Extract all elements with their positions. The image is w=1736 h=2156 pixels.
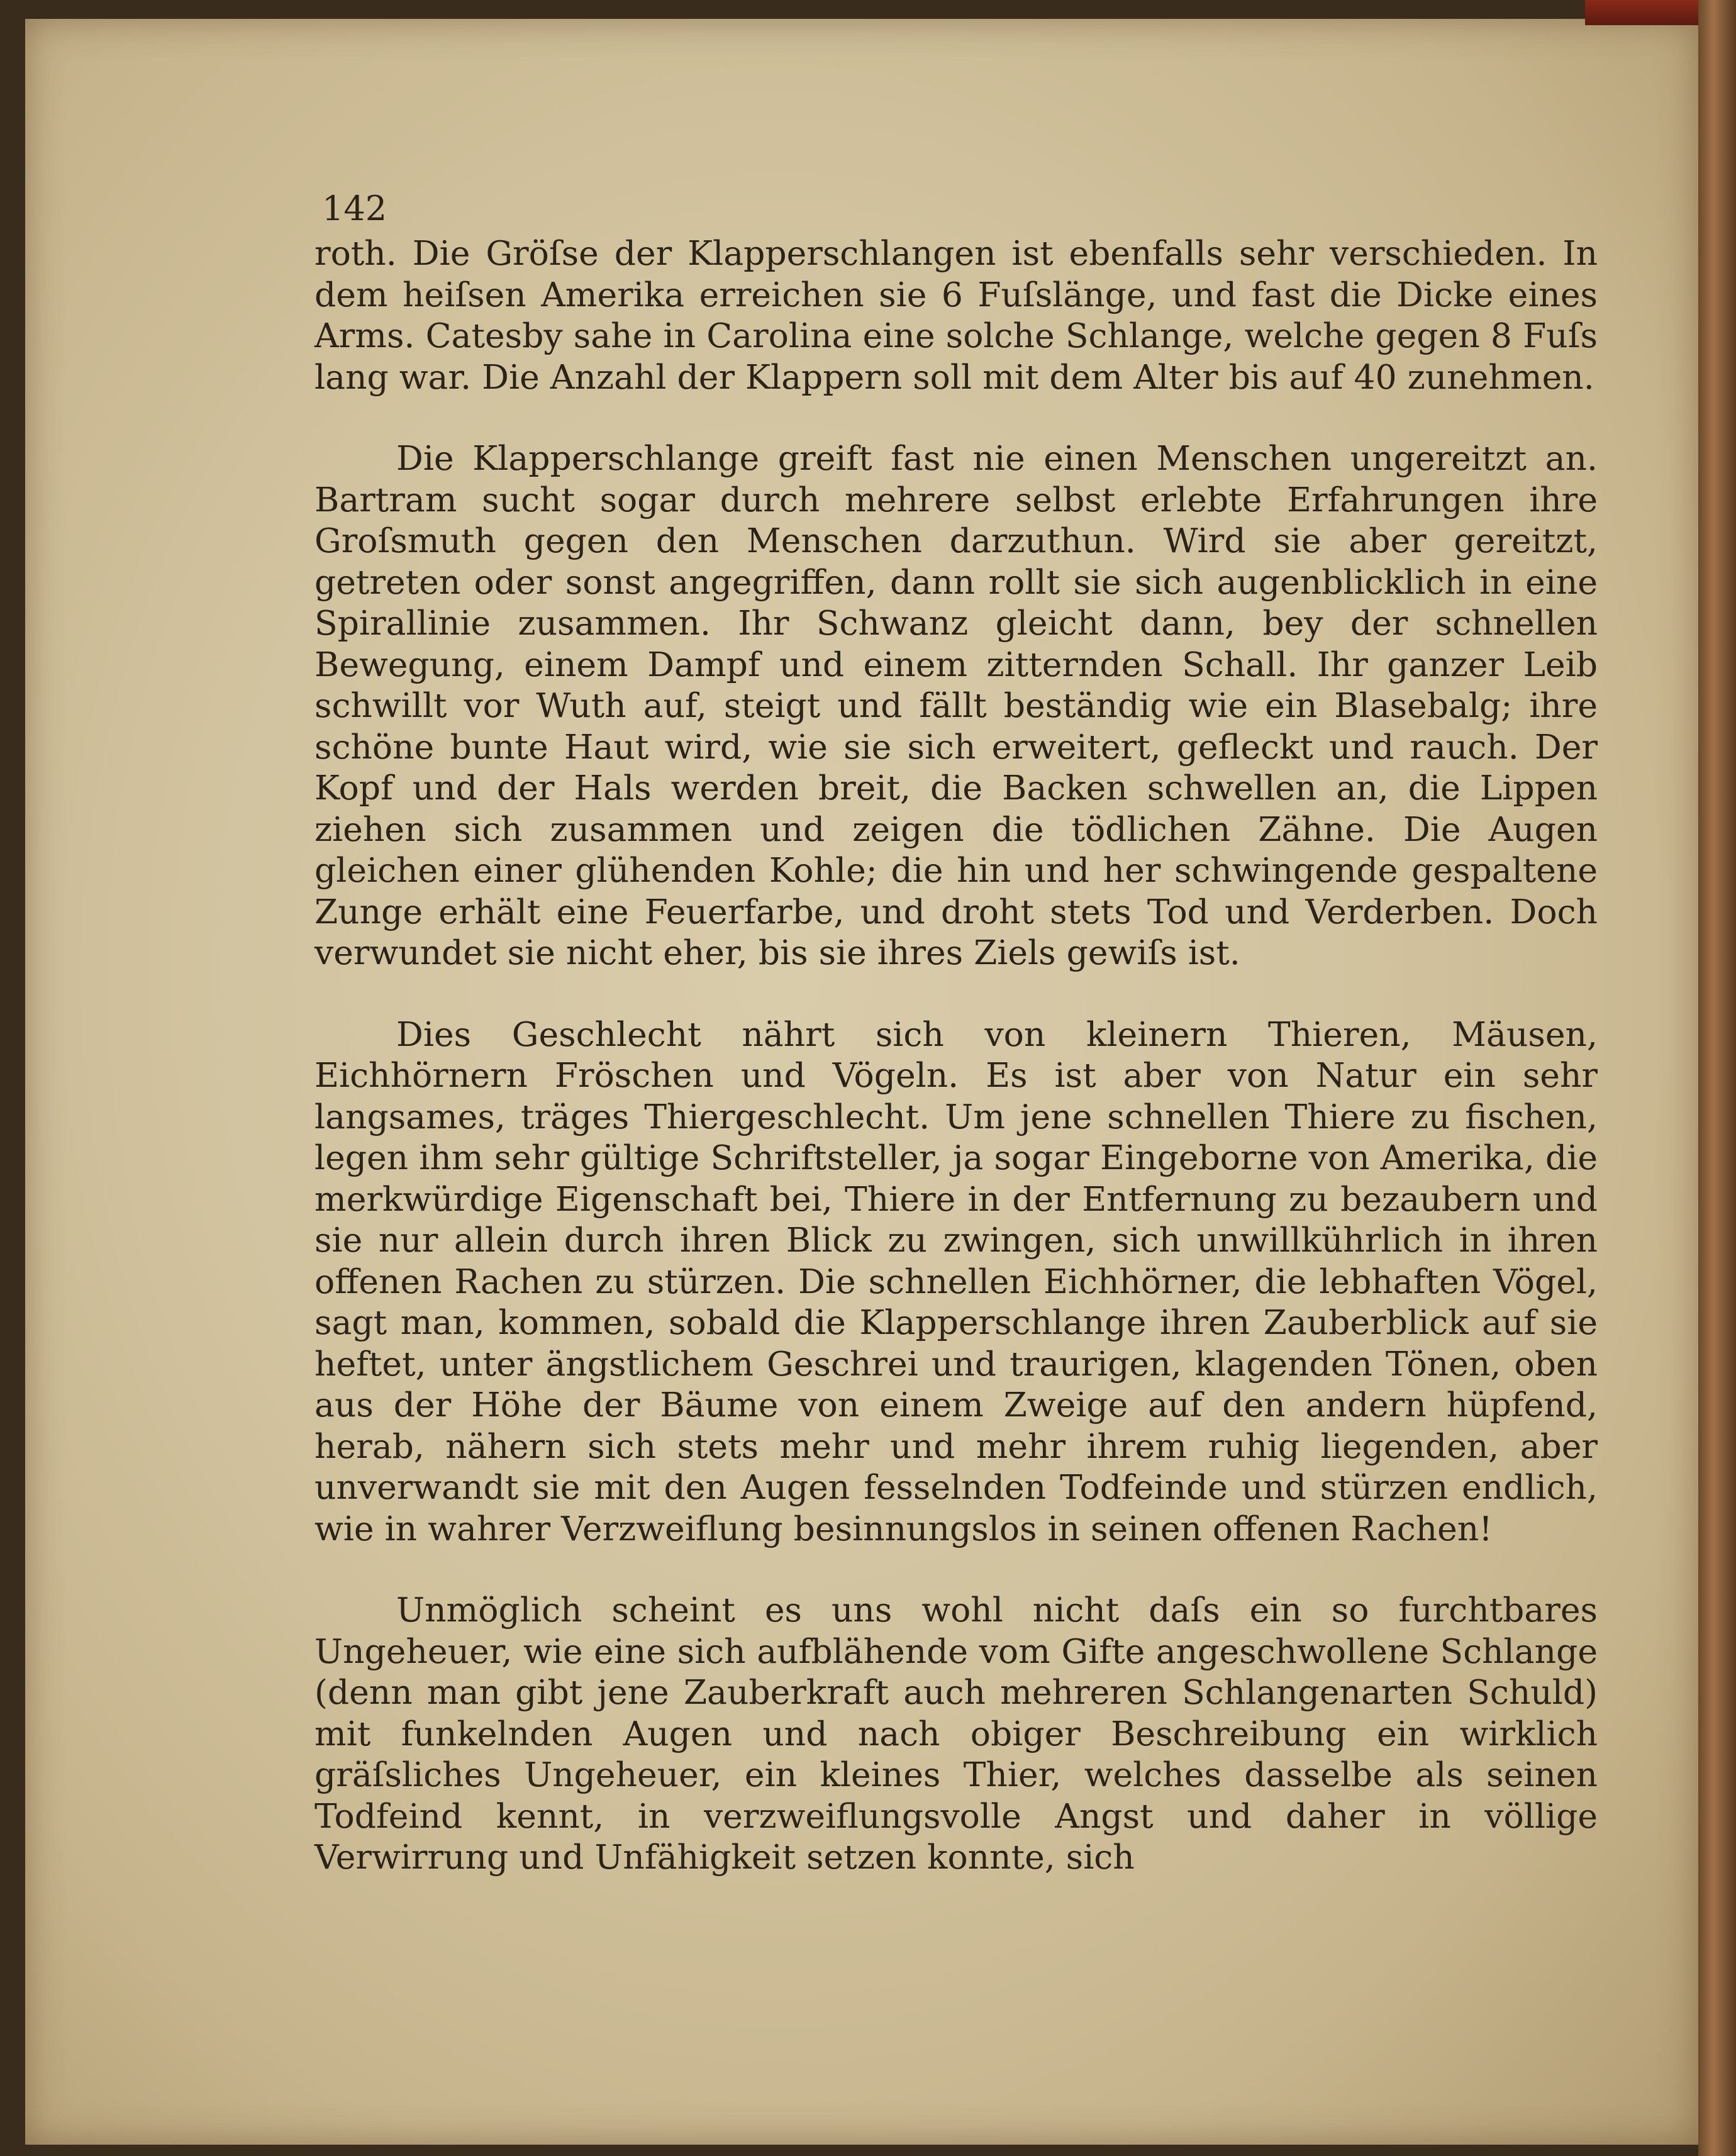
paragraph-2: Die Klapperschlange greift fast nie einen Menschen ungereitzt an. Bartram sucht sogar durch mehrere selbst erlebte Erfahrungen ihre Groſsmuth gegen den Menschen darzuthun. Wird sie aber gereitzt, getreten oder sonst angegriffen, dann rollt sie sich augenblicklich in eine Spirallinie zusammen. Ihr Schwanz gleicht dann, bey der schnellen Bewegung, einem Dampf und einem zitternden Schall. Ihr ganzer Leib schwillt vor Wuth auf, steigt und fällt beständig wie ein Blasebalg; ihre schöne bunte Haut wird, wie sie sich erweitert, gefleckt und rauch. Der Kopf und der Hals werden breit, die Backen schwellen an, die Lippen ziehen sich zusammen und zeigen die tödlichen Zähne. Die Augen gleichen einer glühenden Kohle; die hin und her schwingende gespaltene Zunge erhält eine Feuerfarbe, und droht stets Tod und Verderben. Doch verwundet sie nicht eher, bis sie ihres Ziels gewiſs ist. — [314, 438, 1598, 972]
paragraph-4: Unmöglich scheint es uns wohl nicht daſs ein so furchtbares Ungeheuer, wie eine sich aufblähende vom Gifte angeschwollene Schlange (denn man gibt jene Zauberkraft auch mehreren Schlangenarten Schuld) mit funkelnden Augen und nach obiger Beschreibung ein wirklich gräſsliches Ungeheuer, ein kleines Thier, welches dasselbe als seinen Todfeind kennt, in verzweiflungsvolle Angst und daher in völlige Verwirrung und Unfähigkeit setzen konnte, sich — [314, 1590, 1598, 1877]
body-text — [314, 233, 1598, 1878]
page-number: 142 — [322, 189, 387, 228]
paragraph-3: Dies Geschlecht nährt sich von kleinern Thieren, Mäusen, Eichhörnern Fröschen und Vögeln. Es ist aber von Natur ein sehr langsames, träges Thiergeschlecht. Um jene schnellen Thiere zu fischen, legen ihm sehr gültige Schriftsteller, ja sogar Eingeborne von Amerika, die merkwürdige Eigenschaft bei, Thiere in der Entfernung zu bezaubern und sie nur allein durch ihren Blick zu zwingen, sich unwillkührlich in ihren offenen Rachen zu stürzen. Die schnellen Eichhörner, die lebhaften Vögel, sagt man, kommen, sobald die Klapperschlange ihren Zauberblick auf sie heftet, unter ängstlichem Geschrei und traurigen, klagenden Tönen, oben aus der Höhe der Bäume von einem Zweige auf den andern hüpfend, herab, nähern sich stets mehr und mehr ihrem ruhig liegenden, aber unverwandt sie mit den Augen fesselnden Todfeinde und stürzen endlich, wie in wahrer Verzweiflung besinnungslos in seinen offenen Rachen! — [314, 1014, 1598, 1548]
book-binding — [1698, 0, 1736, 2156]
paragraph-1: roth. Die Gröſse der Klapperschlangen ist ebenfalls sehr verschieden. In dem heiſsen Amerika erreichen sie 6 Fuſslänge, und fast die Dicke eines Arms. Catesby sahe in Carolina eine solche Schlange, welche gegen 8 Fuſs lang war. Die Anzahl der Klappern soll mit dem Alter bis auf 40 zunehmen. — [314, 233, 1598, 397]
